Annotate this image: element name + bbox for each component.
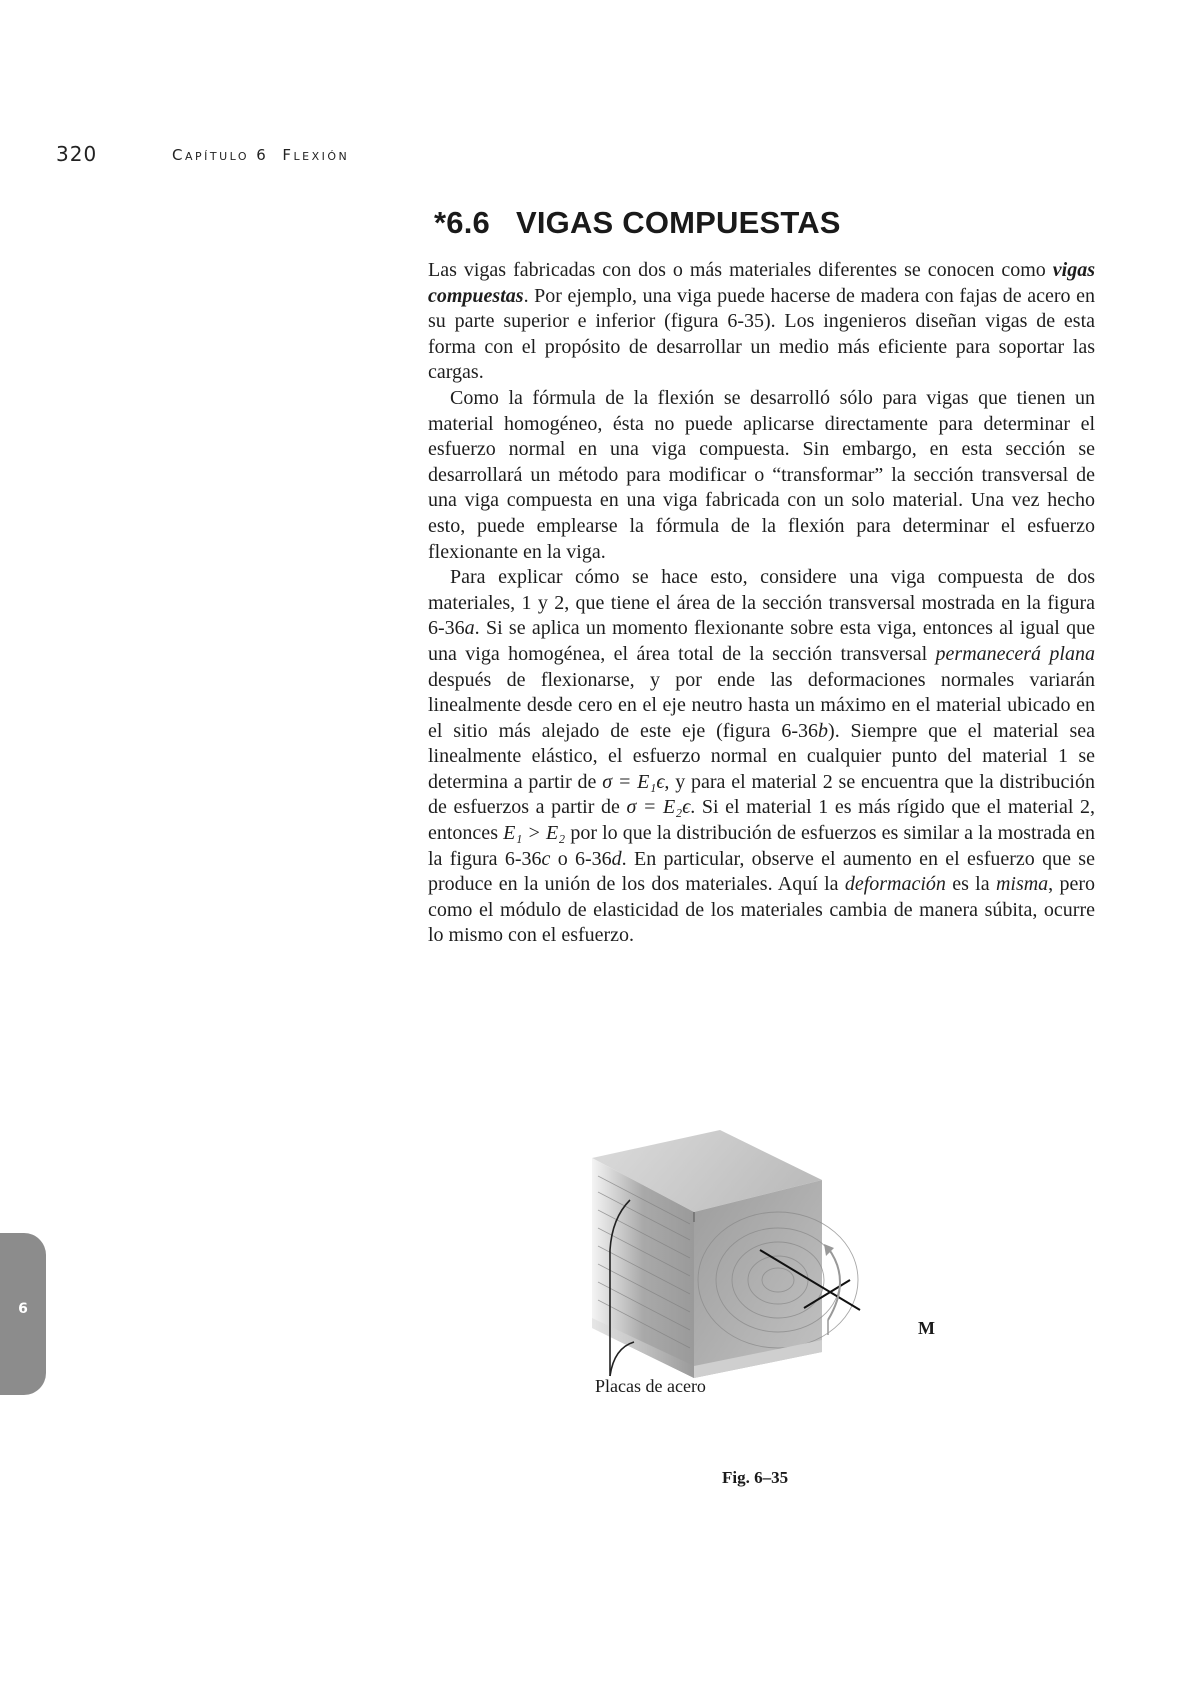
text-run: después de flexionarse, y por ende las deformaciones normales variarán linealmente desde cero en el eje neutro hasta un máximo en el material ubicado en el sitio más alejado de este eje (figura 6-36 <box>428 668 1095 742</box>
steel-plates-label: Placas de acero <box>595 1376 706 1396</box>
page-number: 320 <box>56 142 98 166</box>
text-run: , pero como el módulo de elasticidad de los materiales cambia de manera súbita, ocurre lo mismo con el esfuerzo. <box>428 873 1096 947</box>
text-run: . Si el material 1 es más rígido que el material 2, entonces <box>428 796 1095 845</box>
text-run: . Por ejemplo, una viga puede hacerse de madera con fajas de acero en su parte superior e inferior (figura 6-35). Los ingenieros diseñan vigas de esta forma con el propósito de desarrollar un medio más eficiente para soportar las cargas. <box>428 284 1095 384</box>
chapter-label: Capítulo 6 <box>172 146 269 164</box>
text-run: Para explicar cómo se hace esto, considere una viga compuesta de dos materiales, 1 y 2, que tiene el área de la sección transversal mostrada en la figura 6-36 <box>428 566 1095 640</box>
text-run: es la <box>945 873 996 896</box>
section-title: VIGAS COMPUESTAS <box>515 205 841 240</box>
paragraph-3 <box>428 565 1095 949</box>
leader-bottom-plate <box>610 1342 634 1376</box>
text-run: , y para el material 2 se encuentra que la distribución de esfuerzos a partir de <box>428 770 1095 819</box>
math-expression: σ = E₁ϵ <box>602 770 665 793</box>
text-run: ). Siempre que el material sea linealmente elástico, el esfuerzo normal en cualquier punto del material 1 se determina a partir de <box>428 719 1095 793</box>
figure-ref-letter: a <box>464 617 475 640</box>
body-text <box>428 258 1095 949</box>
paragraph-2: Como la fórmula de la flexión se desarrolló sólo para vigas que tienen un material homogéneo, ésta no puede aplicarse directamente para determinar el esfuerzo normal en una viga compuesta. Sin embargo, en esta sección se desarrollará un método para modificar o “transformar” la sección transversal de una viga compuesta en una viga fabricada con un solo material. Una vez hecho esto, puede emplearse la fórmula de la flexión para determinar el esfuerzo flexionante en la viga. <box>428 386 1095 563</box>
section-number: *6.6 <box>434 205 490 240</box>
figure-ref-letter: c <box>541 847 551 870</box>
text-run: Las vigas fabricadas con dos o más materiales diferentes se conocen como <box>428 259 1053 281</box>
text-run: . Si se aplica un momento flexionante sobre esta viga, entonces al igual que una viga homogénea, el área total de la sección transversal <box>428 617 1095 665</box>
text-run: . En particular, observe el aumento en el esfuerzo que se produce en la unión de los dos materiales. Aquí la <box>428 847 1095 896</box>
section-heading <box>434 205 841 241</box>
running-header <box>172 146 349 164</box>
italic-phrase: permanecerá plana <box>935 642 1095 665</box>
math-expression: E₁ > E₂ <box>503 822 566 845</box>
term-emphasis: vigas compuestas <box>428 259 1095 307</box>
chapter-thumb-tab <box>0 1233 46 1395</box>
moment-label: M <box>918 1318 935 1338</box>
figure-ref-letter: b <box>818 719 829 742</box>
figure-caption: Fig. 6–35 <box>722 1468 789 1487</box>
text-run: por lo que la distribución de esfuerzos es similar a la mostrada en la figura 6-36 <box>428 822 1095 870</box>
text-run: o 6-36 <box>550 847 612 870</box>
chapter-title: Flexión <box>282 146 350 164</box>
chapter-tab-number: 6 <box>18 1301 28 1317</box>
italic-word: misma <box>995 873 1049 896</box>
paragraph-1 <box>428 258 1095 386</box>
math-expression: σ = E₂ϵ <box>626 796 691 819</box>
italic-word: deformación <box>844 873 946 896</box>
figure-ref-letter: d <box>611 847 622 870</box>
